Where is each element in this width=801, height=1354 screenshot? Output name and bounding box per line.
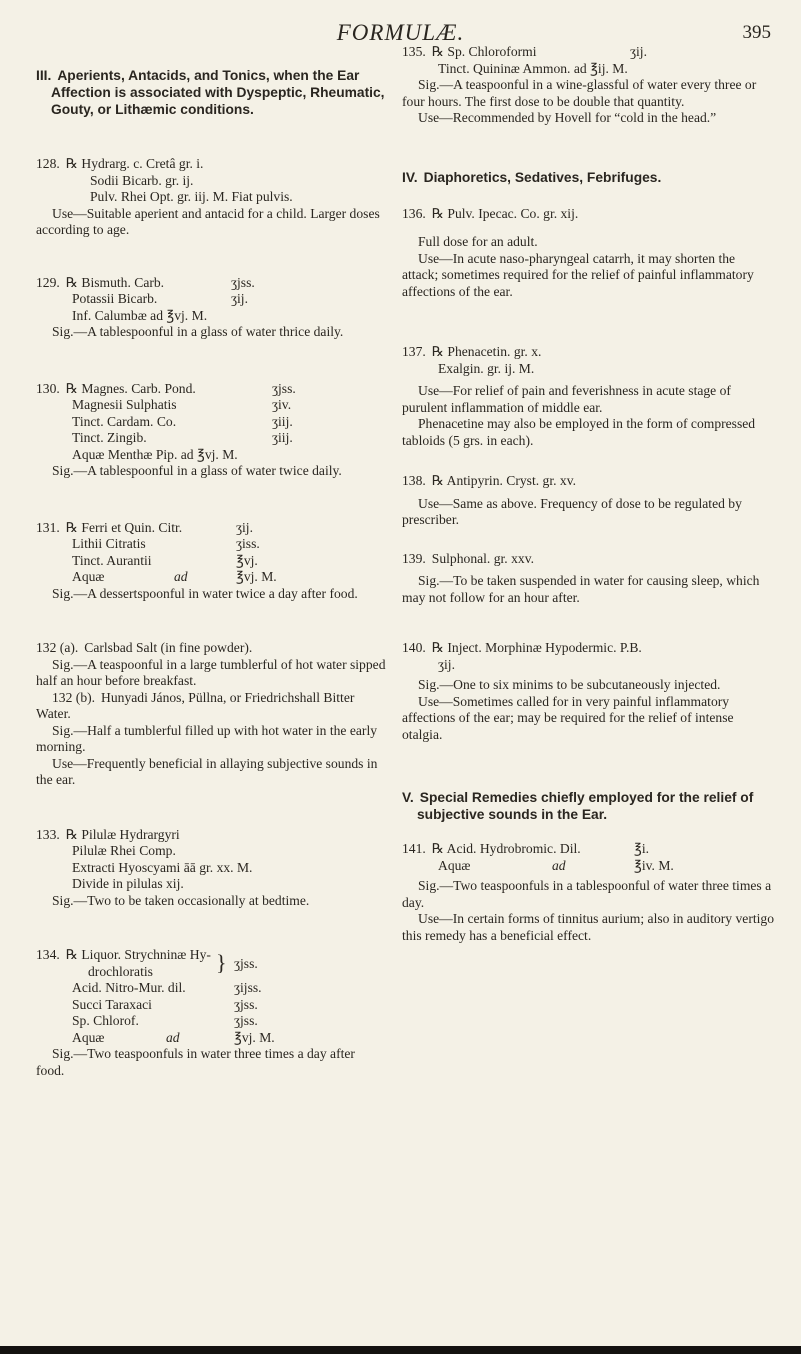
ingredient-name: ℞ Acid. Hydrobromic. Dil. (431, 841, 581, 856)
ingredient-quantity: ʒjss. (234, 1013, 258, 1028)
brace-icon: } (216, 949, 227, 975)
ingredient-quantity: ʒiss. (236, 536, 260, 551)
ingredient-quantity: ʒij. (231, 291, 248, 306)
remedy-line: 132 (b). Hunyadi János, Püllna, or Friedrichshall Bitter Water. (36, 689, 355, 721)
ingredient-name: Aquæ (438, 857, 471, 873)
formula-number: 135. (402, 44, 426, 59)
running-title: FORMULÆ. (336, 20, 465, 45)
formula-130 (36, 381, 386, 480)
ingredient-name: ℞ Ferri et Quin. Citr. (65, 519, 183, 535)
left-column (36, 58, 386, 1079)
ingredient-name: ℞ Sp. Chloroformi (431, 44, 537, 59)
use-text: Use—Same as above. Frequency of dose to be regulated by prescriber. (402, 495, 742, 527)
ingredient-name: Succi Taraxaci (72, 996, 152, 1012)
sig-text: Sig.—Half a tumblerful filled up with hot water in the early morning. (36, 722, 378, 754)
ingredient-name: Potassii Bicarb. (72, 291, 158, 306)
formula-number: 137. (402, 344, 426, 359)
use-text: Use—For relief of pain and feverishness in acute stage of purulent inflammation of middle ear. (402, 383, 731, 415)
formula-140 (402, 640, 774, 743)
right-column (402, 44, 774, 944)
ingredient-name: ℞ Liquor. Strychninæ Hy- (65, 947, 211, 962)
page-bottom-edge (0, 1346, 801, 1354)
sig-text: Sig.—Two to be taken occasionally at bedtime. (52, 892, 310, 908)
sig-text: Sig.—Two teaspoonfuls in water three times a day after food. (36, 1046, 355, 1078)
sig-text: Sig.—Two teaspoonfuls in a tablespoonful of water three times a day. (402, 878, 772, 910)
ingredient-name: Lithii Citratis (72, 536, 146, 551)
ingredient-line: Sodii Bicarb. gr. ij. (90, 172, 194, 188)
ingredient-name: Tinct. Aurantii (72, 552, 152, 568)
ingredient-modifier: ad (166, 1029, 180, 1045)
remedy-line: Carlsbad Salt (in fine powder). (84, 640, 253, 655)
ingredient-quantity: ℥vj. M. (234, 1029, 275, 1045)
ingredient-name: Magnesii Sulphatis (72, 397, 177, 412)
ingredient-line: Aquæ Menthæ Pip. ad ℥vj. M. (72, 446, 238, 462)
ingredient-quantity: ℥vj. M. (236, 569, 277, 584)
formula-number: 132 (a). (36, 640, 79, 655)
dose-text: Full dose for an adult. (418, 234, 538, 249)
formula-number: 133. (36, 826, 60, 842)
formula-number: 129. (36, 274, 60, 290)
ingredient-name: ℞ Magnes. Carb. Pond. (65, 380, 196, 396)
formula-number: 141. (402, 841, 426, 856)
ingredient-name: Sp. Chlorof. (72, 1013, 139, 1028)
sig-text: Sig.—A teaspoonful in a wine-glassful of water every three or four hours. The first dose to be double that quantity. (402, 77, 757, 109)
ingredient-quantity: ʒjss. (231, 274, 255, 290)
ingredient-name: ℞ Bismuth. Carb. (65, 274, 165, 290)
use-text: Use—Frequently beneficial in allaying subjective sounds in the ear. (36, 755, 378, 787)
use-text: Use—Suitable aperient and antacid for a child. Larger doses according to age. (36, 205, 380, 237)
ingredient-line: ℞ Hydrarg. c. Cretâ gr. i. (65, 156, 204, 171)
formula-129 (36, 275, 386, 341)
sig-text: Sig.—A dessertspoonful in water twice a day after food. (52, 585, 358, 601)
ingredient-quantity: ℥i. (634, 841, 650, 856)
formula-139 (402, 551, 774, 607)
ingredient-quantity: ℥vj. (236, 552, 258, 568)
ingredient-quantity: ʒijss. (234, 980, 262, 995)
formula-number: 131. (36, 519, 60, 535)
formula-133 (36, 827, 386, 910)
ingredient-line: ℞ Pilulæ Hydrargyri (65, 826, 180, 842)
formula-137 (402, 344, 774, 449)
ingredient-line: ℞ Phenacetin. gr. x. (431, 344, 542, 359)
ingredient-quantity: ʒjss. (234, 955, 258, 971)
ingredient-quantity: ℥iv. M. (634, 857, 674, 873)
ingredient-quantity: ʒiij. (272, 413, 293, 429)
section-heading-iv: IV. Diaphoretics, Sedatives, Febrifuges. (402, 169, 662, 185)
formula-number: 134. (36, 947, 60, 962)
ingredient-name: drochloratis (88, 963, 153, 979)
use-text: Use—Sometimes called for in very painful inflammatory affections of the ear; may be required for the relief of intense otalgia. (402, 693, 734, 742)
ingredient-line: ℞ Inject. Morphinæ Hypodermic. P.B. (431, 640, 642, 655)
formula-128 (36, 156, 386, 239)
ingredient-quantity: ʒij. (236, 519, 253, 535)
ingredient-line: Inf. Calumbæ ad ℥vj. M. (72, 307, 208, 323)
ingredient-name: Tinct. Zingib. (72, 430, 147, 445)
ingredient-line: ℞ Pulv. Ipecac. Co. gr. xij. (431, 205, 579, 221)
ingredient-modifier: ad (174, 569, 188, 584)
ingredient-quantity: ʒiij. (272, 430, 293, 445)
ingredient-line: Pulv. Rhei Opt. gr. iij. M. Fiat pulvis. (90, 189, 293, 204)
ingredient-line: Extracti Hyoscyami āā gr. xx. M. (72, 859, 253, 875)
sig-text: Sig.—A teaspoonful in a large tumblerful of hot water sipped half an hour before breakfast. (36, 656, 386, 688)
use-text: Use—Recommended by Hovell for “cold in the head.” (418, 110, 717, 125)
ingredient-quantity: ʒiv. (272, 397, 292, 412)
formula-141 (402, 841, 774, 944)
sig-text: Sig.—To be taken suspended in water for causing sleep, which may not follow for an hour after. (402, 573, 760, 605)
formula-131 (36, 520, 386, 603)
sig-text: Sig.—A tablespoonful in a glass of water twice daily. (52, 463, 342, 478)
formula-135 (402, 44, 774, 127)
formula-134 (36, 947, 386, 1079)
formula-number: 139. (402, 550, 426, 566)
ingredient-name: Aquæ (72, 569, 105, 584)
note-text: Phenacetine may also be employed in the form of compressed tabloids (5 grs. in each). (402, 416, 756, 448)
formula-number: 132 (b). (52, 689, 96, 705)
sig-text: Sig.—One to six minims to be subcutaneously injected. (418, 677, 721, 692)
formula-132b (36, 690, 386, 789)
ingredient-name: Tinct. Cardam. Co. (72, 413, 177, 429)
ingredient-name: Aquæ (72, 1029, 105, 1045)
formula-number: 130. (36, 380, 60, 396)
ingredient-quantity: ʒij. (438, 656, 455, 672)
sig-text: Sig.—A tablespoonful in a glass of water thrice daily. (52, 324, 344, 339)
formula-number: 136. (402, 205, 426, 221)
ingredient-quantity: ʒjss. (234, 996, 258, 1012)
ingredient-quantity: ʒjss. (272, 380, 296, 396)
page-number: 395 (742, 22, 771, 43)
formula-number: 138. (402, 473, 426, 488)
use-text: Use—In acute naso-pharyngeal catarrh, it may shorten the attack; sometimes required for the relief of painful inflammatory affections of the ear. (402, 250, 754, 299)
section-heading-v: V. Special Remedies chiefly employed for the relief of subjective sounds in the Ear. (402, 790, 754, 822)
ingredient-line: Tinct. Quininæ Ammon. ad ℥ij. M. (438, 60, 628, 76)
ingredient-line: Pilulæ Rhei Comp. (72, 843, 176, 858)
ingredient-line: Divide in pilulas xij. (72, 876, 184, 891)
section-heading-iii: III. Aperients, Antacids, and Tonics, when the Ear Affection is associated with Dyspeptic, Rheumatic, Gouty, or Lithæmic conditions. (36, 68, 385, 117)
ingredient-modifier: ad (552, 857, 566, 873)
formula-132a (36, 640, 386, 690)
ingredient-line: Exalgin. gr. ij. M. (438, 360, 535, 376)
formula-138 (402, 473, 774, 529)
use-text: Use—In certain forms of tinnitus aurium; also in auditory vertigo this remedy has a beneficial effect. (402, 911, 775, 943)
formula-136 (402, 206, 774, 301)
formula-number: 140. (402, 640, 426, 655)
ingredient-line: ℞ Antipyrin. Cryst. gr. xv. (431, 473, 577, 488)
ingredient-quantity: ʒij. (630, 44, 647, 59)
formula-number: 128. (36, 156, 60, 171)
ingredient-name: Acid. Nitro-Mur. dil. (72, 980, 186, 995)
ingredient-line: Sulphonal. gr. xxv. (431, 550, 535, 566)
